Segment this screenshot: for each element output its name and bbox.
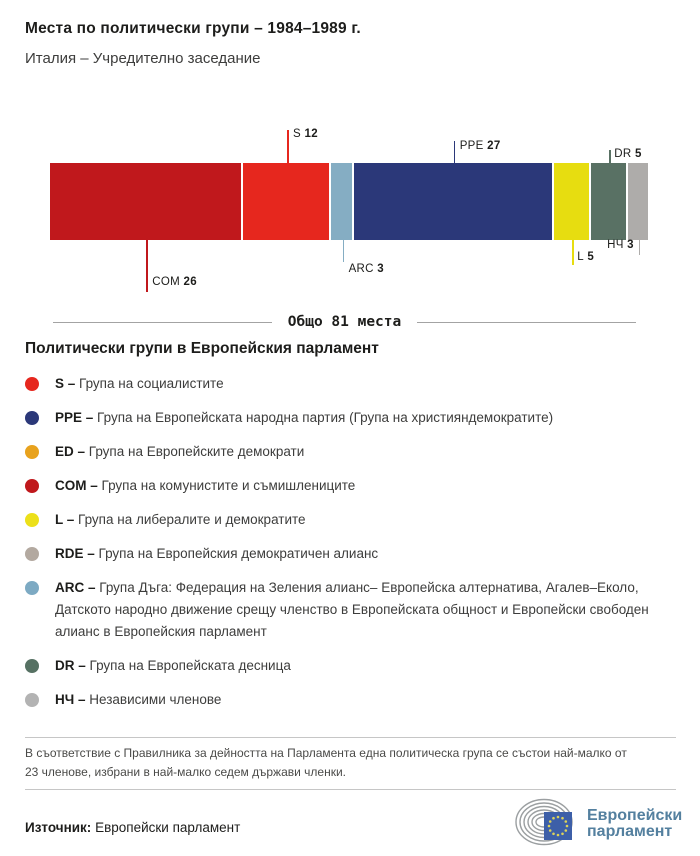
ep-logo-line-2: парламент [587, 823, 673, 840]
legend-heading: Политически групи в Европейския парламент [25, 340, 379, 357]
legend-item-ed [25, 441, 677, 463]
legend-color-dot [25, 377, 39, 391]
callout-label-s: S 12 [293, 128, 318, 140]
legend-item-text: L – Група на либералите и демократите [55, 512, 306, 527]
callout-label-arc: ARC 3 [348, 263, 384, 275]
legend-item-dr [25, 655, 677, 677]
bar-segment-com[interactable] [50, 163, 241, 240]
legend-item-ppe [25, 407, 677, 429]
bar-segment-arc[interactable] [331, 163, 351, 240]
callout-label-l: L 5 [577, 251, 595, 263]
legend-color-dot [25, 445, 39, 459]
callout-label-com: COM 26 [152, 276, 197, 288]
callout-line-com [146, 240, 148, 292]
bar-segment-s[interactable] [243, 163, 330, 240]
legend-item-arc [25, 577, 677, 643]
callout-line-s [287, 130, 289, 163]
legend-item-text: НЧ – Независими членове [55, 692, 222, 707]
legend-item-nch [25, 689, 677, 711]
divider-line [25, 789, 676, 790]
legend-item-text: S – Група на социалистите [55, 376, 224, 391]
divider-line-left [53, 322, 272, 323]
callout-line-nch [639, 240, 641, 255]
legend-list [25, 373, 677, 711]
legend-color-dot [25, 411, 39, 425]
legend-item-text: ARC – Група Дъга: Федерация на Зеления алианс– Европейска алтернатива, Агалев–Еколо, Датското народно движение срещу членство в Европейската общност и Европейски свободен алианс в Европейския парламент [55, 580, 649, 639]
callout-label-ppe: PPE 27 [459, 140, 501, 152]
divider-line-right [417, 322, 636, 323]
callout-label-dr: DR 5 [614, 148, 642, 160]
ep-logo-line-1: Европейски [587, 807, 683, 824]
legend-color-dot [25, 581, 39, 595]
divider-line [25, 737, 676, 738]
source-line [25, 820, 240, 835]
callout-label-nch: НЧ 3 [607, 239, 634, 251]
callout-line-arc [343, 240, 345, 262]
footnote-text [25, 744, 680, 782]
total-seats-label: Общо 81 места [287, 314, 402, 330]
bar-segment-ppe[interactable] [354, 163, 552, 240]
legend-color-dot [25, 513, 39, 527]
legend-item-s [25, 373, 677, 395]
legend-color-dot [25, 479, 39, 493]
callout-line-dr [609, 150, 611, 163]
bar-segment-dr[interactable] [591, 163, 626, 240]
ep-hemicycle-icon [514, 798, 574, 846]
legend-color-dot [25, 693, 39, 707]
callout-line-l [572, 240, 574, 265]
legend-item-text: PPE – Група на Европейската народна партия (Група на християндемократите) [55, 410, 554, 425]
legend-item-text: RDE – Група на Европейския демократичен алианс [55, 546, 379, 561]
page-title: Места по политически групи – 1984–1989 г. [25, 20, 361, 37]
european-parliament-logo [514, 798, 682, 846]
ep-logo-wordmark [587, 808, 682, 840]
legend-item-l [25, 509, 677, 531]
legend [25, 340, 677, 723]
source-label: Източник: [25, 820, 92, 835]
total-seats-divider [53, 312, 636, 332]
legend-color-dot [25, 547, 39, 561]
legend-item-text: ED – Група на Европейските демократи [55, 444, 305, 459]
page-subtitle: Италия – Учредително заседание [25, 50, 261, 67]
footnote-line-2: 23 членове, избрани в най-малко седем държави членки. [25, 765, 347, 779]
bar-segment-nch[interactable] [628, 163, 648, 240]
legend-item-com [25, 475, 677, 497]
legend-item-rde [25, 543, 677, 565]
callout-line-ppe [454, 141, 456, 163]
legend-color-dot [25, 659, 39, 673]
legend-item-text: DR – Група на Европейската десница [55, 658, 291, 673]
legend-item-text: COM – Група на комунистите и съмишлениците [55, 478, 356, 493]
source-value: Европейски парламент [95, 820, 241, 835]
bar-segment-l[interactable] [554, 163, 589, 240]
footnote-line-1: В съответствие с Правилника за дейността на Парламента една политическа група се състои най-малко от [25, 746, 627, 760]
